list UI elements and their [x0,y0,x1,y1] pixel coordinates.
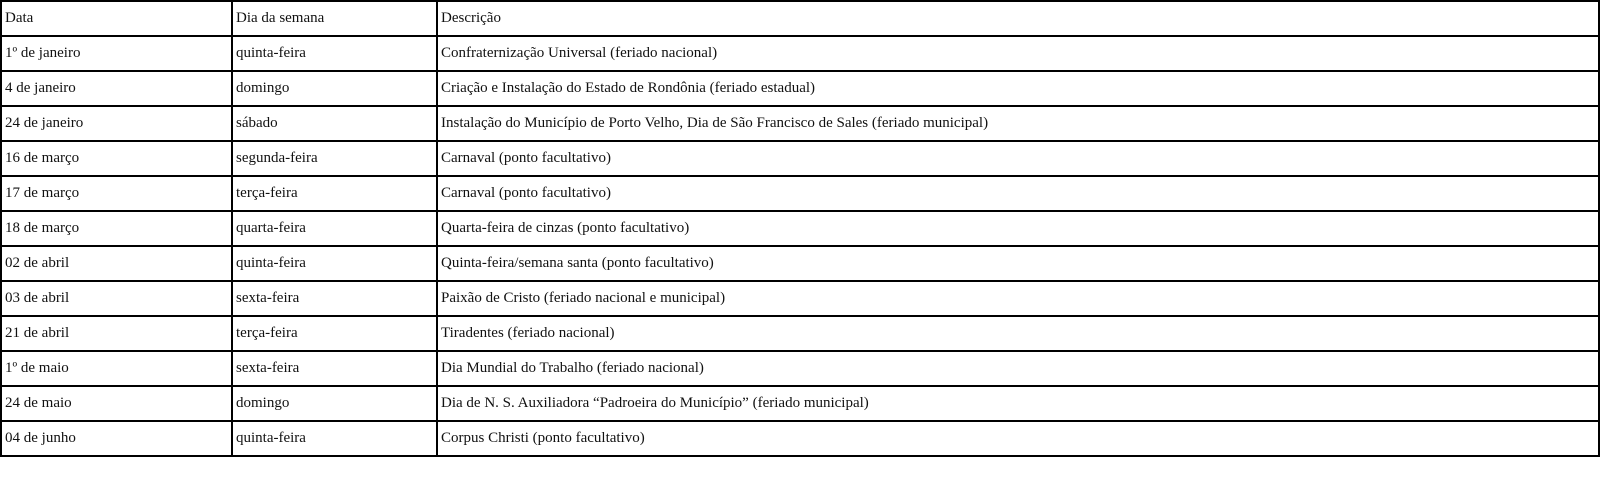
cell-description: Confraternização Universal (feriado nacional) [437,36,1599,71]
cell-date: 17 de março [1,176,232,211]
cell-date: 24 de janeiro [1,106,232,141]
cell-date: 24 de maio [1,386,232,421]
cell-weekday: terça-feira [232,316,437,351]
cell-date: 1º de janeiro [1,36,232,71]
table-row [1,106,1599,141]
cell-weekday: sexta-feira [232,281,437,316]
table-row [1,211,1599,246]
cell-description: Dia de N. S. Auxiliadora “Padroeira do Município” (feriado municipal) [437,386,1599,421]
table-row [1,71,1599,106]
cell-description: Paixão de Cristo (feriado nacional e municipal) [437,281,1599,316]
cell-date: 1º de maio [1,351,232,386]
cell-weekday: sábado [232,106,437,141]
cell-weekday: segunda-feira [232,141,437,176]
cell-description: Carnaval (ponto facultativo) [437,176,1599,211]
cell-date: 4 de janeiro [1,71,232,106]
cell-description: Quinta-feira/semana santa (ponto facultativo) [437,246,1599,281]
cell-weekday: quinta-feira [232,36,437,71]
cell-weekday: quinta-feira [232,421,437,456]
cell-description: Corpus Christi (ponto facultativo) [437,421,1599,456]
cell-weekday: domingo [232,386,437,421]
table-row [1,316,1599,351]
table-row [1,421,1599,456]
column-header-description: Descrição [437,1,1599,36]
column-header-weekday: Dia da semana [232,1,437,36]
cell-date: 18 de março [1,211,232,246]
cell-date: 02 de abril [1,246,232,281]
cell-date: 03 de abril [1,281,232,316]
table-header-row [1,1,1599,36]
cell-weekday: terça-feira [232,176,437,211]
table-row [1,176,1599,211]
column-header-date: Data [1,1,232,36]
table-row [1,36,1599,71]
table-row [1,246,1599,281]
table-row [1,281,1599,316]
cell-description: Tiradentes (feriado nacional) [437,316,1599,351]
cell-description: Criação e Instalação do Estado de Rondônia (feriado estadual) [437,71,1599,106]
cell-date: 21 de abril [1,316,232,351]
cell-description: Dia Mundial do Trabalho (feriado nacional) [437,351,1599,386]
cell-weekday: quinta-feira [232,246,437,281]
table-row [1,351,1599,386]
cell-date: 04 de junho [1,421,232,456]
cell-description: Instalação do Município de Porto Velho, Dia de São Francisco de Sales (feriado municipal) [437,106,1599,141]
cell-weekday: quarta-feira [232,211,437,246]
cell-weekday: sexta-feira [232,351,437,386]
cell-weekday: domingo [232,71,437,106]
cell-date: 16 de março [1,141,232,176]
table-row [1,386,1599,421]
cell-description: Quarta-feira de cinzas (ponto facultativo) [437,211,1599,246]
table-row [1,141,1599,176]
cell-description: Carnaval (ponto facultativo) [437,141,1599,176]
